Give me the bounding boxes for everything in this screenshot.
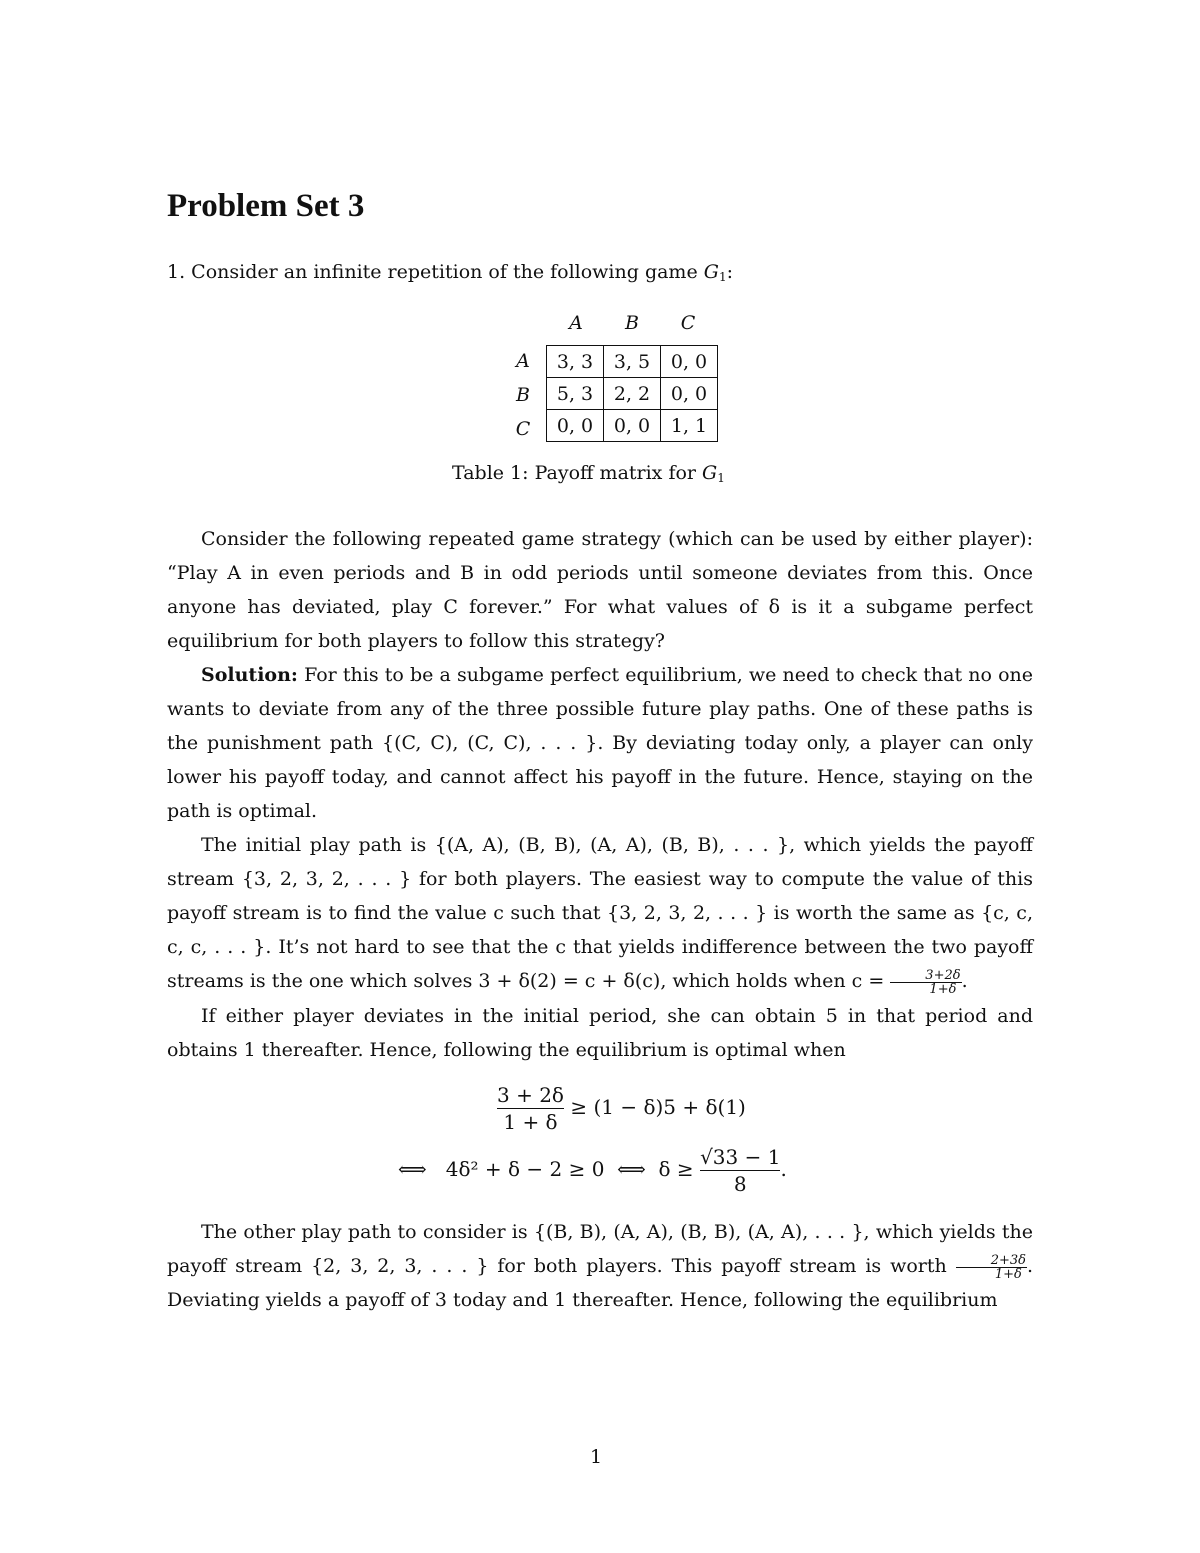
col-header-c: C	[680, 312, 696, 334]
solution-paragraph-2: The initial play path is {(A, A), (B, B), (A, A), (B, B), . . . }, which yields the payoff stream {3, 2, 3, 2, . . . } for both players. The easiest way to compute the value of this payoff stream is to find the value c such that {3, 2, 3, 2, . . . } is worth the same as {c, c, c, c, . . . }. It’s not hard to see that the c that yields indifference between the two payoff streams is the one which solves 3 + δ(2) = c + δ(c), which holds when c = $\frac{3+2\delta}{1+\delta}$ .	[167, 834, 1033, 997]
table-caption	[452, 462, 725, 485]
fraction-numerator: 2+3δ	[956, 1254, 1027, 1268]
solution-paragraph-1	[167, 658, 1033, 828]
col-header-a: A	[569, 312, 583, 334]
caption-text: Table 1: Payoff matrix for	[452, 462, 696, 484]
page-number: 1	[590, 1446, 603, 1468]
solution-label: Solution:	[201, 664, 298, 686]
solution-paragraph-4: The other play path to consider is {(B, B), (A, A), (B, B), (A, A), . . . }, which yields the payoff stream {2, 3, 2, 3, . . . } for both players. This payoff stream is worth $\frac{2+3\delta}{1+\delta}$ . Deviating yields a payoff of 3 today and 1 thereafter. Hence, following the equilibrium	[167, 1221, 1033, 1311]
game-name: G	[703, 261, 719, 283]
fraction	[956, 1254, 1027, 1281]
fraction-denominator: 1+δ	[994, 1266, 1022, 1282]
equation-lhs: ⟺ 4δ² + δ − 2 ≥ 0 ⟺ δ ≥	[398, 1157, 694, 1181]
equation-fraction	[497, 1082, 564, 1135]
table-row	[547, 346, 718, 378]
row-header-b: B	[516, 384, 530, 406]
row-header-a: A	[516, 350, 530, 372]
fraction-numerator: 3+2δ	[890, 969, 961, 983]
equation-denominator: 8	[733, 1172, 747, 1196]
payoff-matrix	[546, 345, 718, 442]
fraction-denominator: 1+δ	[929, 981, 957, 997]
table-cell: 5, 3	[547, 378, 604, 410]
equation-rhs: ≥ (1 − δ)5 + δ(1)	[570, 1095, 746, 1119]
table-cell: 3, 5	[604, 346, 661, 378]
row-header-c: C	[515, 418, 531, 440]
question-line1: Consider the following repeated game strategy (which can be used by either player):	[201, 528, 1033, 550]
equation-fraction	[700, 1144, 780, 1197]
table-cell: 0, 0	[661, 346, 718, 378]
caption-game-name: G	[702, 462, 718, 484]
question-paragraph	[167, 522, 1033, 658]
table-row	[547, 378, 718, 410]
equation-denominator: 1 + δ	[503, 1110, 558, 1134]
problem-intro-text: 1. Consider an infinite repetition of the following game	[167, 261, 698, 283]
solution-paragraph-3	[167, 999, 1033, 1067]
question-rest: “Play A in even periods and B in odd periods until someone deviates from this. Once anyone has deviated, play C forever.” For what values of δ is it a subgame perfect equilibrium for both players to follow this strategy?	[167, 562, 1033, 652]
table-cell: 0, 0	[661, 378, 718, 410]
table-row	[547, 410, 718, 442]
solution-p3: If either player deviates in the initial period, she can obtain 5 in that period and obtains 1 thereafter. Hence, following the equilibrium is optimal when	[167, 1005, 1033, 1061]
equation-numerator: √33 − 1	[700, 1145, 781, 1169]
caption-game-subscript: 1	[717, 471, 725, 485]
col-header-b: B	[625, 312, 639, 334]
table-cell: 3, 3	[547, 346, 604, 378]
table-cell: 0, 0	[547, 410, 604, 442]
solution-p1: For this to be a subgame perfect equilibrium, we need to check that no one wants to deviate from any of the three possible future play paths. One of these paths is the punishment path {(C, C), (C, C), . . . }. By deviating today only, a player can only lower his payoff today, and cannot affect his payoff in the future. Hence, staying on the path is optimal.	[167, 664, 1033, 822]
solution-p4: The other play path to consider is {(B, B), (A, A), (B, B), (A, A), . . . }, which yields the payoff stream {2, 3, 2, 3, . . . } for both players. This payoff stream is worth	[167, 1221, 1033, 1277]
equation-2: ⟺ 4δ² + δ − 2 ≥ 0 ⟺ δ ≥ $\frac{√33 - 1}{8}$ .	[398, 1145, 787, 1196]
solution-p5: Deviating yields a payoff of 3 today and 1 thereafter. Hence, following the equilibrium	[167, 1289, 998, 1311]
fraction	[890, 969, 961, 996]
table-cell: 1, 1	[661, 410, 718, 442]
table-cell: 2, 2	[604, 378, 661, 410]
solution-p2: The initial play path is {(A, A), (B, B), (A, A), (B, B), . . . }, which yields the payoff stream {3, 2, 3, 2, . . . } for both players. The easiest way to compute the value of this payoff stream is to find the value c such that {3, 2, 3, 2, . . . } is worth the same as {c, c, c, c, . . . }. It’s not hard to see that the c that yields indifference between the two payoff streams is the one which solves 3 + δ(2) = c + δ(c), which holds when c =	[167, 834, 1033, 992]
problem-intro: 1. Consider an infinite repetition of the following game $G_1$:	[167, 261, 733, 284]
equation-1	[497, 1082, 746, 1135]
equation-numerator: 3 + 2δ	[497, 1083, 564, 1107]
page-title: Problem Set 3	[167, 188, 365, 224]
game-subscript: 1	[718, 270, 727, 284]
table-cell: 0, 0	[604, 410, 661, 442]
